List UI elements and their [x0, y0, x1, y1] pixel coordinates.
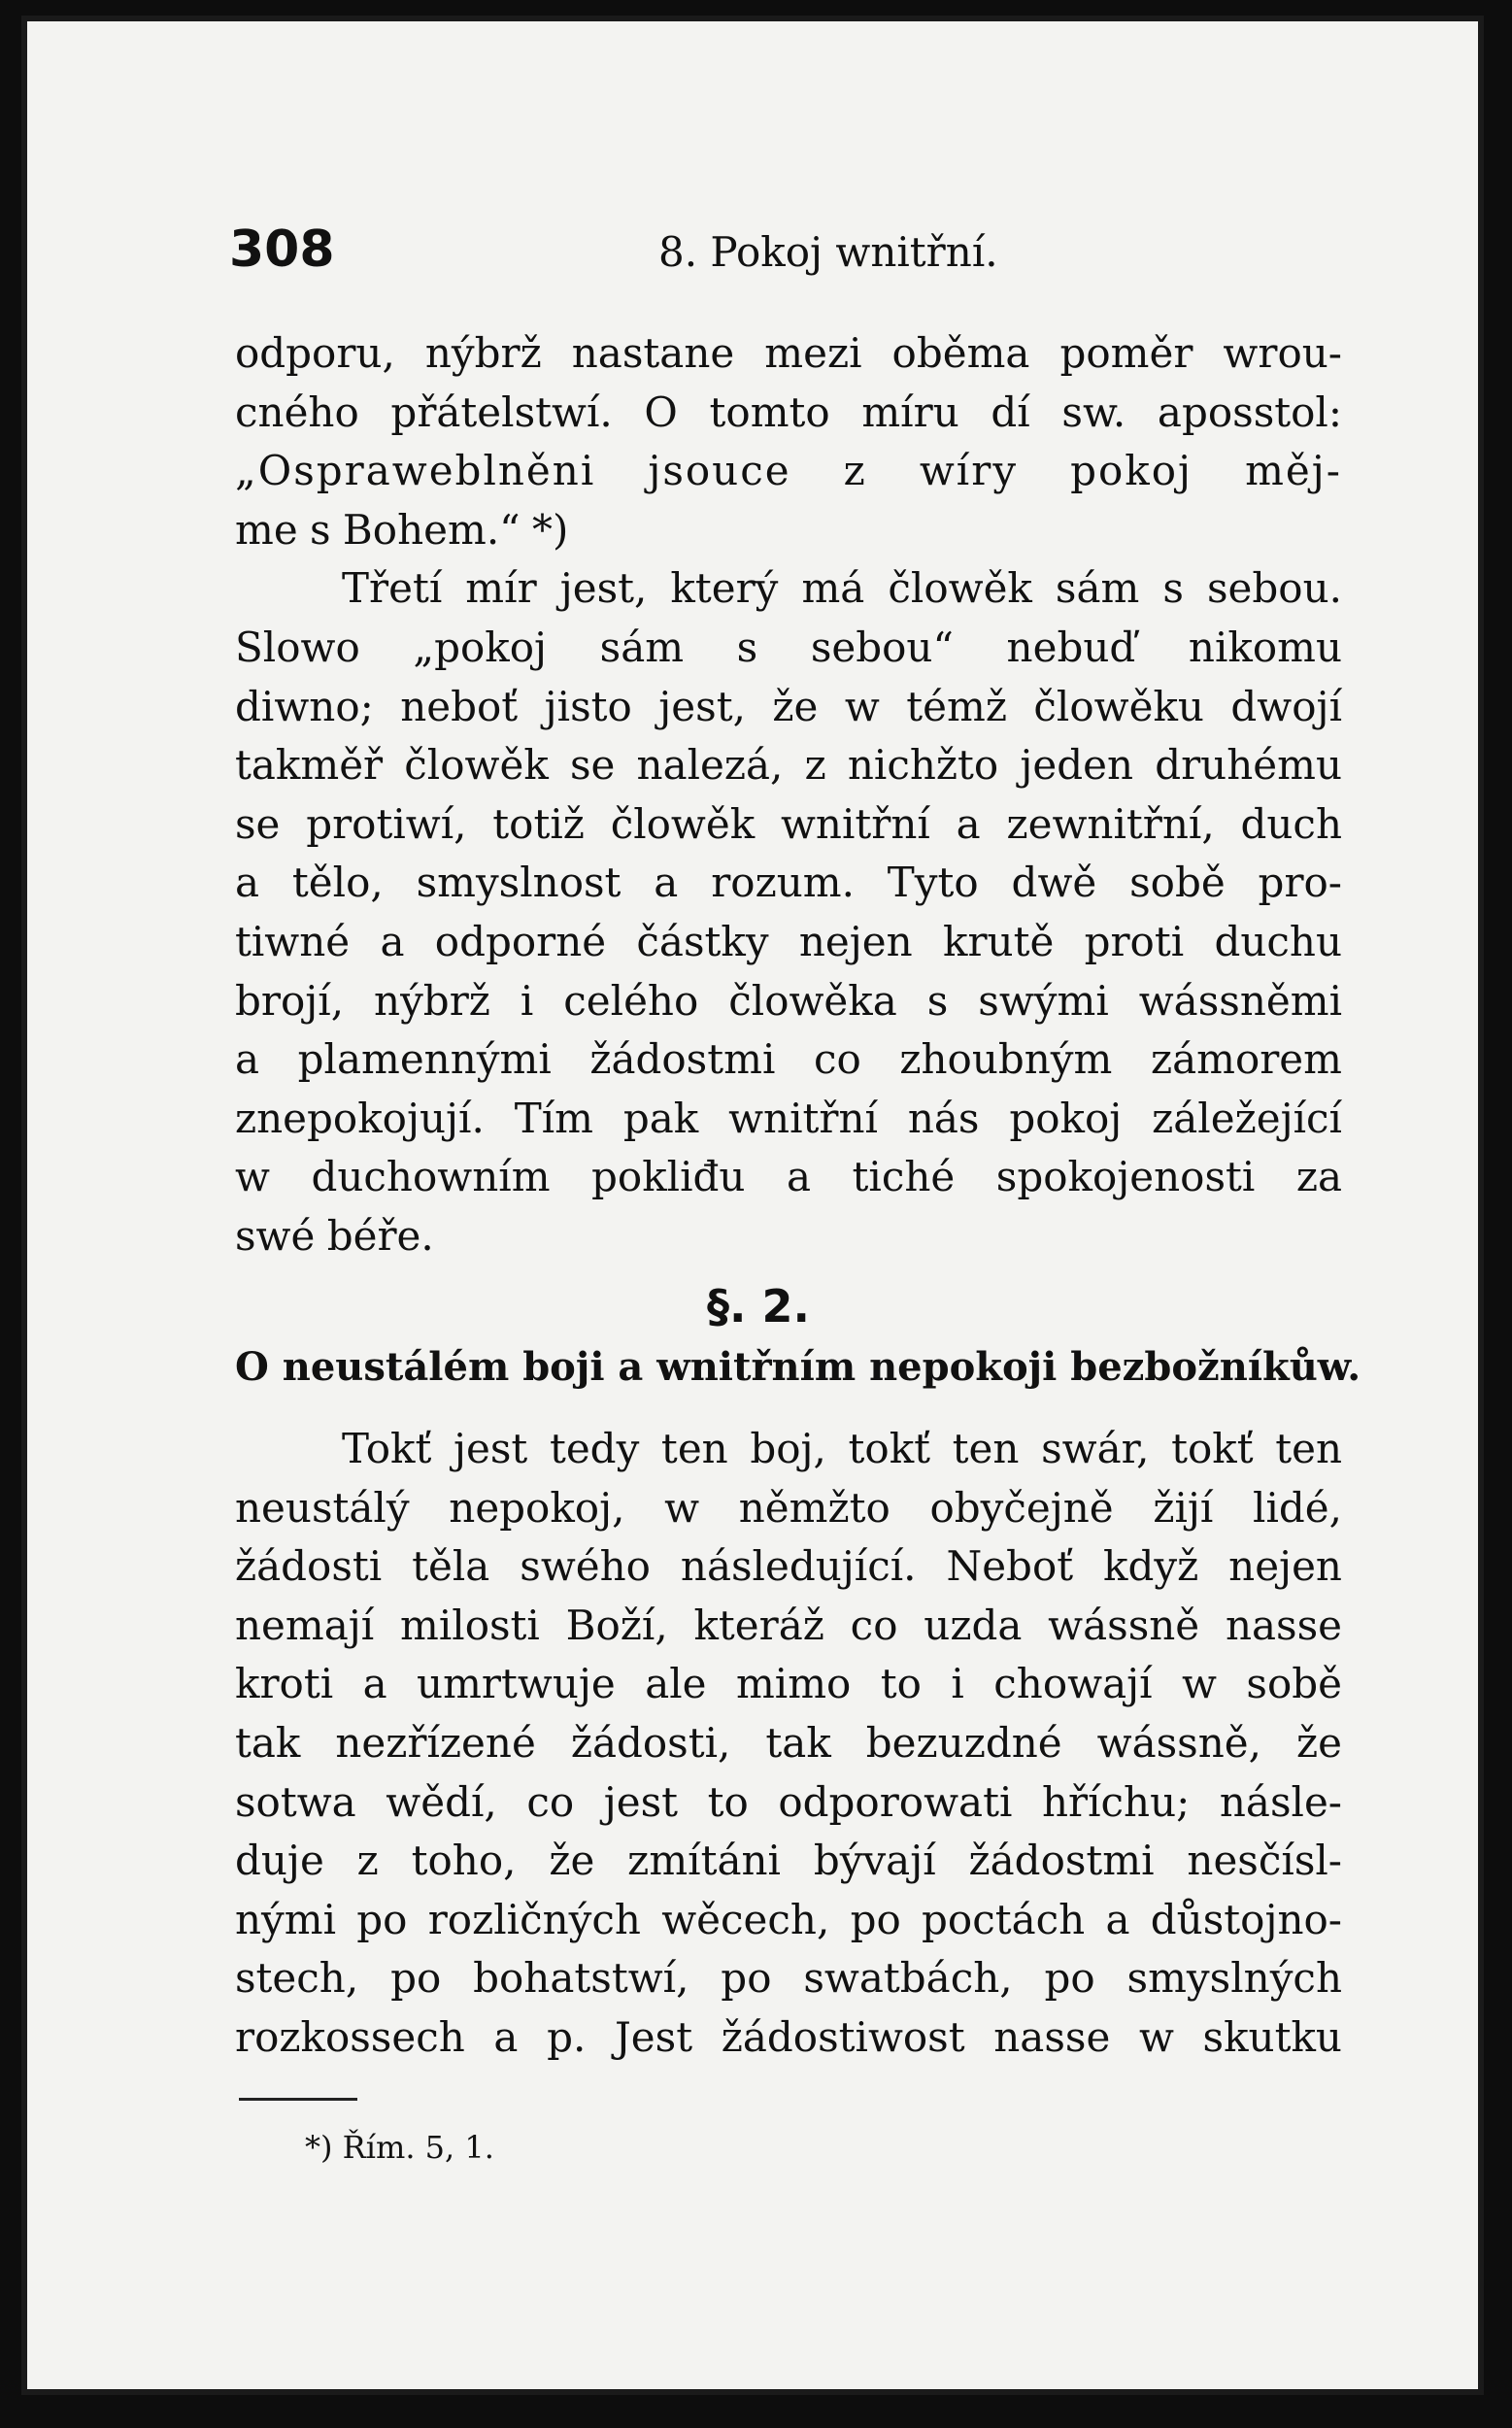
- text-line: diwno; neboť jisto jest, že w témž člowěku dwojí: [235, 682, 1342, 730]
- page-number: 308: [229, 220, 335, 279]
- text-line: „Ospraweblněni jsouce z wíry pokoj měj-: [235, 447, 1342, 495]
- text-line: swé béře.: [235, 1211, 434, 1260]
- main-text-block: [235, 324, 1342, 1266]
- section-text-block: [235, 1420, 1342, 2068]
- text-line: Tokť jest tedy ten boj, tokť ten swár, tokť ten: [342, 1425, 1342, 1472]
- text-line: odporu, nýbrž nastane mezi oběma poměr wrou-: [235, 329, 1342, 377]
- text-line: a tělo, smyslnost a rozum. Tyto dwě sobě pro-: [235, 859, 1342, 907]
- text-line: Slowo „pokoj sám s sebou“ nebuď nikomu: [235, 623, 1342, 671]
- text-line: brojí, nýbrž i celého člowěka s swými wássněmi: [235, 976, 1342, 1025]
- footnote-divider: [239, 2098, 357, 2101]
- text-line: sotwa wědí, co jest to odporowati hříchu; násle-: [235, 1777, 1342, 1826]
- text-line: Třetí mír jest, který má člowěk sám s sebou.: [342, 564, 1342, 613]
- text-line: duje z toho, že zmítáni bývají žádostmi nesčísl-: [235, 1837, 1342, 1885]
- text-line: me s Bohem.“ *): [235, 505, 569, 554]
- text-line: neustálý nepokoj, w němžto obyčejně žijí lidé,: [235, 1483, 1342, 1532]
- running-head: 8. Pokoj wnitřní.: [658, 228, 998, 276]
- text-line: cného přátelstwí. O tomto míru dí sw. aposstol:: [235, 388, 1342, 436]
- text-line: tak nezřízené žádosti, tak bezuzdné wássně, že: [235, 1718, 1342, 1767]
- text-line: tiwné a odporné částky nejen krutě proti duchu: [235, 917, 1342, 965]
- text-line: takměř člowěk se nalezá, z nichžto jeden druhému: [235, 741, 1342, 790]
- text-line: kroti a umrtwuje ale mimo to i chowají w sobě: [235, 1660, 1342, 1708]
- page-header: [212, 220, 1377, 298]
- text-line: nemají milosti Boží, kteráž co uzda wássně nasse: [235, 1601, 1342, 1649]
- footnote: *) Řím. 5, 1.: [305, 2129, 494, 2166]
- text-line: znepokojují. Tím pak wnitřní nás pokoj záležející: [235, 1094, 1342, 1142]
- section-number: §. 2.: [707, 1280, 810, 1332]
- text-line: se protiwí, totiž člowěk wnitřní a zewnitřní, duch: [235, 799, 1342, 848]
- text-line: nými po rozličných wěcech, po poctách a důstojno-: [235, 1895, 1342, 1943]
- text-line: a plamennými žádostmi co zhoubným zámorem: [235, 1035, 1342, 1084]
- book-page: [21, 16, 1484, 2395]
- text-line: w duchowním pokliđu a tiché spokojenosti za: [235, 1153, 1342, 1201]
- section-title: O neustálém boji a wnitřním nepokoji bezbožníkůw.: [235, 1344, 1361, 1390]
- text-line: stech, po bohatstwí, po swatbách, po smyslných: [235, 1954, 1342, 2003]
- text-line: žádosti těla swého následující. Neboť když nejen: [235, 1542, 1342, 1591]
- text-line: rozkossech a p. Jest žádostiwost nasse w skutku: [235, 2012, 1342, 2061]
